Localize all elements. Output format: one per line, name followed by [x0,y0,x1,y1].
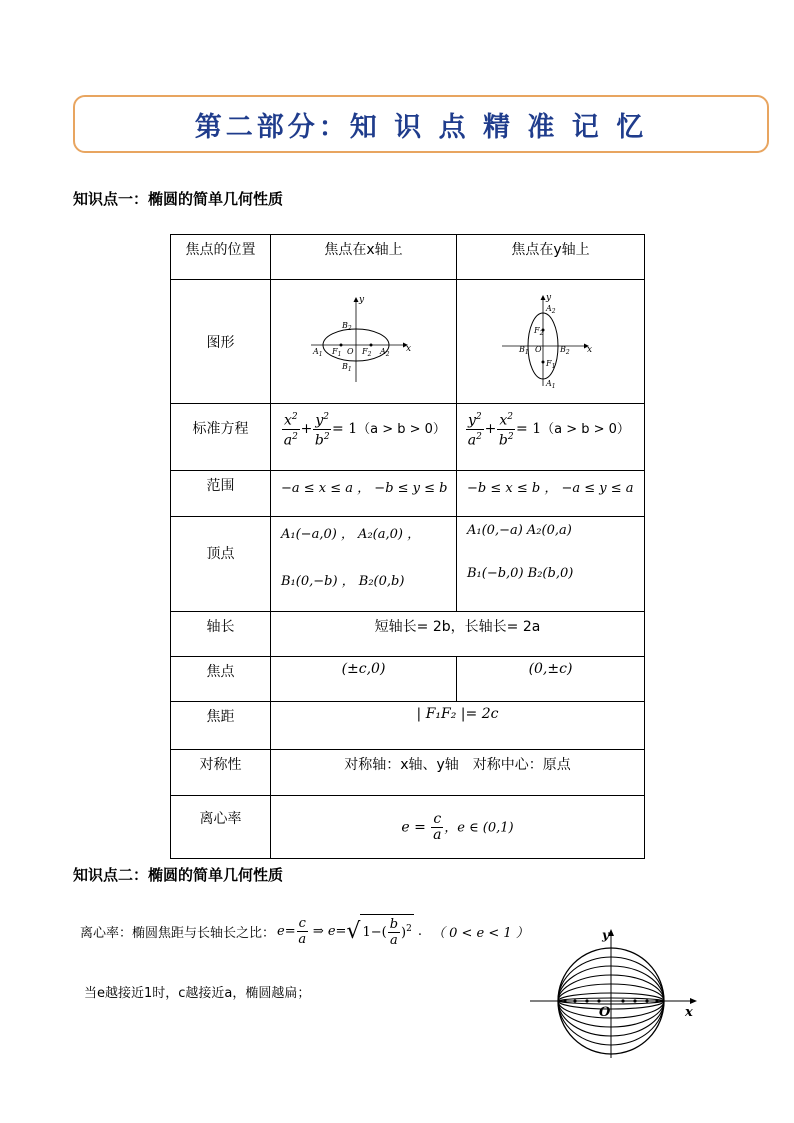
figure-ellipse-y [457,280,645,404]
label-y: y [359,294,365,305]
row-label-axis: 轴长 [171,612,271,657]
table-row [171,235,645,280]
svg-text:B1: $B_1$ [342,361,352,373]
section1-title: 知识点一：椭圆的简单几何性质 [73,190,284,208]
row-label-vertex: 顶点 [171,517,271,612]
svg-text:F1: $F_1$ [546,358,556,370]
focus-y: (0,±c) [457,657,645,702]
svg-text:B2: $B_2$ [342,320,352,332]
svg-text:B1: $B_1$ [519,344,529,356]
table-row [171,471,645,517]
figure-ellipse-x [271,280,457,404]
table-row [171,517,645,612]
row-label-symmetry: 对称性 [171,750,271,796]
row-label-equation: 标准方程 [171,404,271,471]
table-row [171,702,645,750]
svg-text:A1: $A_1$ [313,346,323,358]
section-banner [73,95,769,153]
vertex-y: A₁(0,−a) A₂(0,a) B₁(−b,0) B₂(b,0) [457,517,645,612]
svg-text:A1: $A_1$ [546,378,556,390]
range-x: −a ≤ x ≤ a ， −b ≤ y ≤ b [271,471,457,517]
svg-text:A2: $A_2$ [380,346,390,358]
header-x-axis: 焦点在x轴上 [271,235,457,280]
ellipse-y-diagram [457,290,634,390]
focus-x: (±c,0) [271,657,457,702]
svg-text:O: O [535,344,542,354]
row-label-range: 范围 [171,471,271,517]
ellipse-x-diagram [271,290,446,390]
section2-title: 知识点二：椭圆的简单几何性质 [73,866,284,884]
row-label-figure: 图形 [171,280,271,404]
ellipse-family-diagram [525,925,705,1060]
header-position: 焦点的位置 [171,235,271,280]
table-row [171,280,645,404]
svg-text:O: O [599,1005,611,1020]
label-x: x [406,343,412,354]
equation-y: $\frac{y^2}{a^2}$ + $\frac{x^2}{b^2}$ = 1（a > b > 0） [457,404,645,471]
svg-text:F2: $F_2$ [362,346,372,358]
eccentricity-formula-line: 离心率：椭圆焦距与长轴长之比： e = $\frac{c}{a}$ ⇒ e = √ 1−( $\frac{b}{a}$ )$^2$ . （ 0 < e < 1 ） [80,915,529,948]
table-row [171,796,645,859]
ecc-value: e = $\frac{c}{a}$ ，e ∈ (0,1) [271,796,645,859]
table-row [171,750,645,796]
svg-text:y: y [546,292,552,303]
svg-text:B2: $B_2$ [560,344,570,356]
table-row [171,612,645,657]
symmetry-value: 对称轴：x轴、y轴 对称中心：原点 [271,750,645,796]
header-y-axis: 焦点在y轴上 [457,235,645,280]
svg-text:x: x [685,1005,693,1020]
ellipse-property-table [170,234,645,859]
svg-text:O: O [347,346,354,356]
svg-text:x: x [587,344,593,355]
table-row [171,657,645,702]
axis-length: 短轴长= 2b，长轴长= 2a [271,612,645,657]
row-label-focus: 焦点 [171,657,271,702]
focal-distance: | F₁F₂ |= 2c [271,702,645,750]
eccentricity-note: 当e越接近1时，c越接近a，椭圆越扁； [84,986,311,1001]
equation-x: $\frac{x^2}{a^2}$ + $\frac{y^2}{b^2}$ = 1（a > b > 0） [271,404,457,471]
svg-text:A2: $A_2$ [546,303,556,315]
row-label-focal: 焦距 [171,702,271,750]
row-label-ecc: 离心率 [171,796,271,859]
table-row [171,404,645,471]
svg-text:F1: $F_1$ [332,346,342,358]
svg-text:F2: $F_2$ [534,325,544,337]
vertex-x: A₁(−a,0) ， A₂(a,0) ， B₁(0,−b) ， B₂(0,b) [271,517,457,612]
range-y: −b ≤ x ≤ b ， −a ≤ y ≤ a [457,471,645,517]
svg-text:y: y [602,928,609,942]
banner-title: 第二部分：知 识 点 精 准 记 忆 [194,111,648,143]
